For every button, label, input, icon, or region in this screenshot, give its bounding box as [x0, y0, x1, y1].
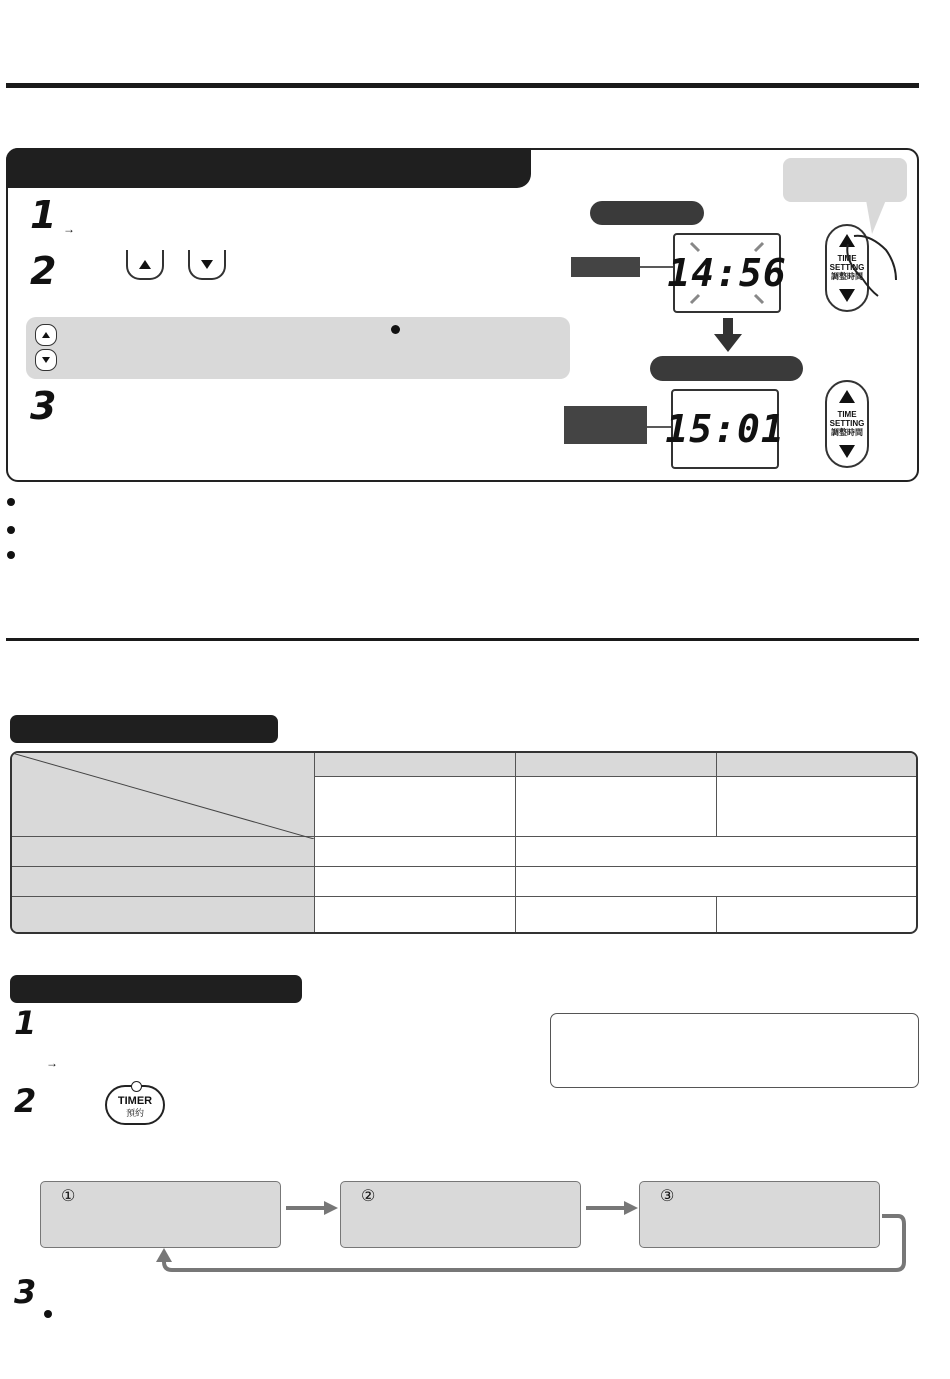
- flash-marks-icon: [673, 233, 781, 313]
- callout-bubble: [783, 158, 907, 202]
- note-bullet-icon: [391, 325, 400, 334]
- spec-cell: [516, 897, 717, 932]
- spec-col-head-3: [717, 753, 916, 777]
- timer-button-icon: [105, 1085, 165, 1125]
- note-bullet-2: [7, 526, 15, 534]
- clock-panel-header-bar: [6, 148, 531, 188]
- spec-row-label-2: [12, 867, 315, 897]
- spec-sub-head-3: [717, 777, 916, 837]
- spec-table: [10, 751, 918, 934]
- finger-press-icon: [840, 230, 900, 300]
- clock-note-box: [26, 317, 570, 379]
- mini-up-button-icon: [35, 324, 57, 346]
- spec-cell: [516, 867, 916, 897]
- flashing-label-box: [571, 257, 640, 277]
- flow-box-1: ①: [40, 1181, 281, 1248]
- flow-return-arrow: [150, 1210, 910, 1276]
- time-setting-button: TIME SETTING 調整時間: [825, 380, 869, 468]
- lcd-display-after: 15:01: [671, 389, 779, 469]
- section-rule: [6, 638, 919, 641]
- clock-step-3-number: 3: [30, 384, 57, 428]
- spec-cell: [315, 837, 516, 867]
- spec-sub-head-2: [516, 777, 717, 837]
- after-label-pill: [650, 356, 803, 381]
- spec-col-head-1: [315, 753, 516, 777]
- timer-step-2-number: 2: [14, 1082, 37, 1120]
- timer-button-label: TIMER: [117, 1095, 153, 1107]
- spec-corner-cell: [12, 753, 315, 837]
- spec-sub-head-1: [315, 777, 516, 837]
- timer-note-bullet: [44, 1310, 52, 1318]
- timer-step-3-number: 3: [14, 1273, 37, 1311]
- time-setting-button-pressed: TIME SETTING 調整時間: [825, 224, 869, 312]
- set-label-box: [564, 406, 647, 444]
- top-rule: [6, 83, 919, 88]
- lcd-display-before: 14:56: [673, 233, 781, 313]
- spec-col-head-2: [516, 753, 717, 777]
- before-label-pill: [590, 201, 704, 225]
- clock-step-1-arrow: →: [63, 222, 75, 236]
- clock-step-1-number: 1: [30, 193, 57, 237]
- mini-down-button-icon: [35, 349, 57, 371]
- note-bullet-1: [7, 498, 15, 506]
- up-button-icon: [126, 250, 164, 280]
- spec-row-label-1: [12, 837, 315, 867]
- timer-info-box: [550, 1013, 919, 1088]
- timer-step-1-arrow: →: [46, 1056, 58, 1070]
- spec-cell: [717, 897, 916, 932]
- timer-led-icon: [131, 1081, 142, 1092]
- timer-step-1-number: 1: [14, 1004, 37, 1042]
- spec-table-header-bar: [10, 715, 278, 743]
- spec-cell: [315, 867, 516, 897]
- timer-section-header-bar: [10, 975, 302, 1003]
- down-button-icon: [188, 250, 226, 280]
- note-bullet-3: [7, 551, 15, 559]
- flow-box-2: ②: [340, 1181, 581, 1248]
- clock-step-2-number: 2: [30, 249, 57, 293]
- flow-box-3: ③: [639, 1181, 880, 1248]
- spec-row-label-3: [12, 897, 315, 932]
- timer-button-sublabel: 預約: [125, 1108, 144, 1118]
- spec-cell: [516, 837, 916, 867]
- down-arrow-icon: [714, 318, 742, 354]
- spec-cell: [315, 897, 516, 932]
